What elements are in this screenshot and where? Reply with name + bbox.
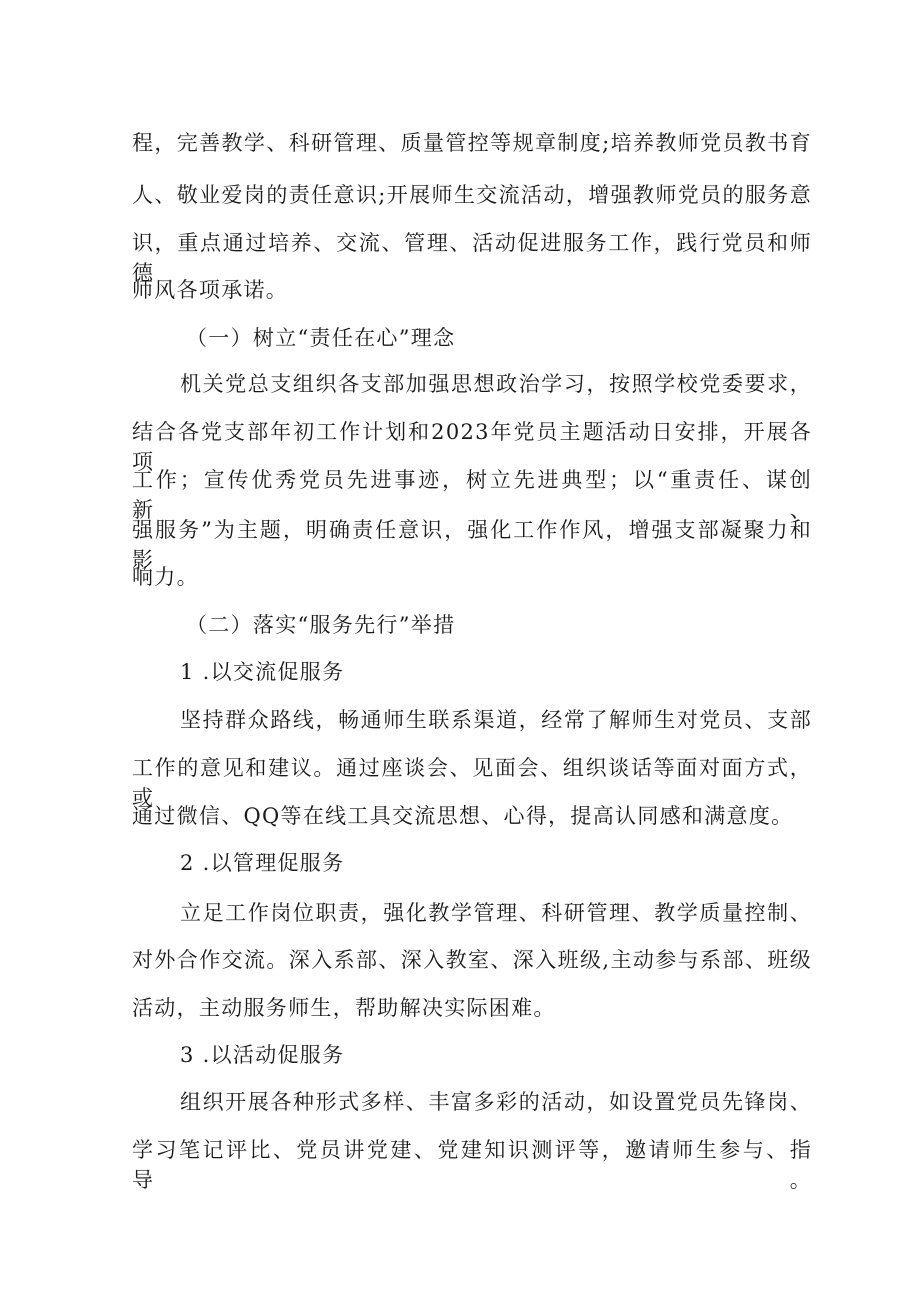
paragraph-line: 工作的意见和建议。通过座谈会、见面会、组织谈话等面对面方式，或 (132, 756, 812, 810)
paragraph-line: 师风各项承诺。 (132, 278, 289, 302)
paragraph-line: 响力。 (132, 565, 199, 589)
paragraph-line: 机关党总支组织各支部加强思想政治学习，按照学校党委要求， (180, 372, 812, 396)
paragraph-line: 通过微信、QQ等在线工具交流思想、心得，提高认同感和满意度。 (132, 804, 794, 828)
section-heading-2: （二）落实“服务先行”举措 (186, 613, 456, 637)
paragraph-line: 坚持群众路线，畅通师生联系渠道，经常了解师生对党员、支部 (180, 708, 812, 732)
paragraph-line: 对外合作交流。深入系部、深入教室、深入班级,主动参与系部、班级 (132, 948, 812, 972)
subsection-heading-1: 1 .以交流促服务 (180, 660, 345, 684)
subsection-heading-3: 3 .以活动促服务 (180, 1043, 345, 1067)
paragraph-line: 活动，主动服务师生，帮助解决实际困难。 (132, 996, 556, 1020)
paragraph-line: 强服务”为主题，明确责任意识，强化工作作风，增强支部凝聚力和影 (132, 518, 812, 572)
paragraph-line: 组织开展各种形式多样、丰富多彩的活动，如设置党员先锋岗、 (180, 1090, 812, 1114)
paragraph-line: 结合各党支部年初工作计划和2023年党员主题活动日安排，开展各项 (132, 420, 812, 474)
paragraph-line: 学习笔记评比、党员讲党建、党建知识测评等，邀请师生参与、指导。 (132, 1138, 812, 1192)
section-heading-1: （一）树立“责任在心”理念 (186, 326, 456, 350)
paragraph-line: 人、敬业爱岗的责任意识;开展师生交流活动，增强教师党员的服务意 (132, 183, 812, 207)
subsection-heading-2: 2 .以管理促服务 (180, 851, 345, 875)
paragraph-line: 程，完善教学、科研管理、质量管控等规章制度;培养教师党员教书育 (132, 131, 812, 155)
paragraph-line: 识，重点通过培养、交流、管理、活动促进服务工作，践行党员和师德 (132, 231, 812, 285)
paragraph-line: 工作；宣传优秀党员先进事迹，树立先进典型；以“重责任、谋创新、 (132, 468, 812, 522)
paragraph-line: 立足工作岗位职责，强化教学管理、科研管理、教学质量控制、 (180, 901, 812, 925)
